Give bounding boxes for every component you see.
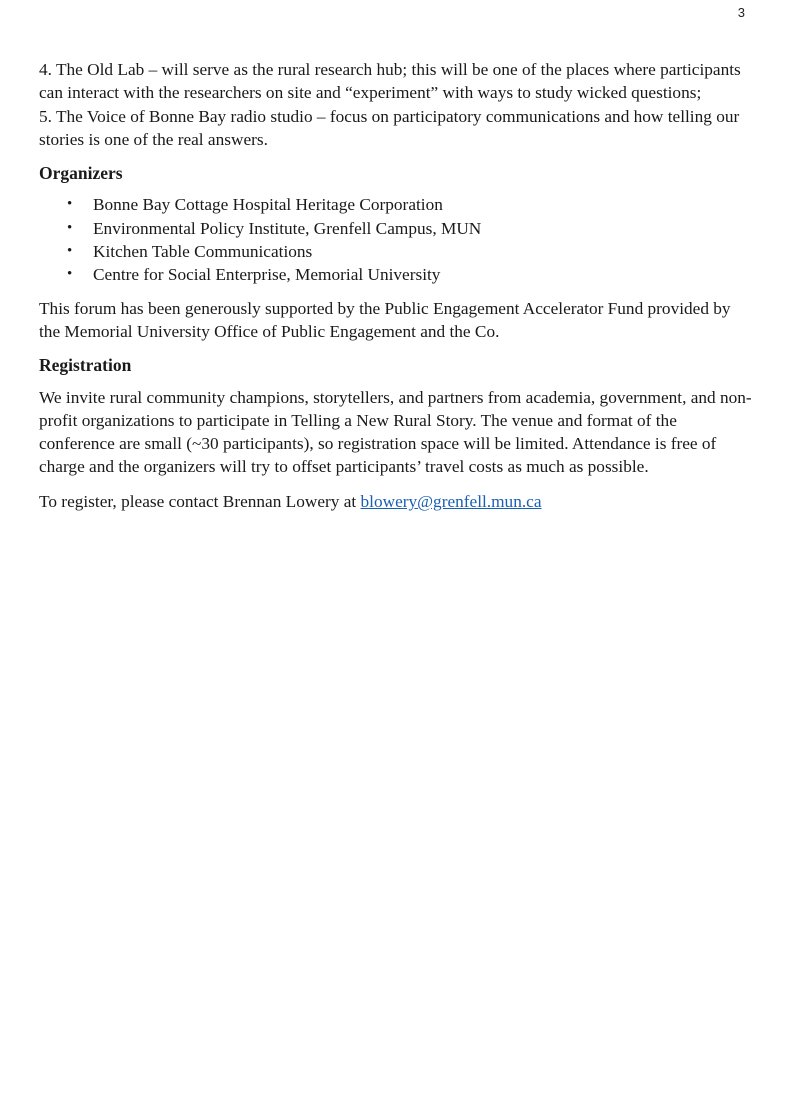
- page-number: 3: [737, 5, 745, 20]
- organizer-name: Kitchen Table Communications: [93, 242, 313, 262]
- bullet-icon: •: [67, 219, 73, 236]
- organizer-name: Bonne Bay Cottage Hospital Heritage Corporation: [93, 195, 443, 215]
- list-item: [39, 193, 754, 216]
- intro-item-4: 4. The Old Lab – will serve as the rural research hub; this will be one of the places where participants can interact with the researchers on site and “experiment” with ways to study wicked questions;: [39, 60, 741, 103]
- organizer-name: Environmental Policy Institute, Grenfell Campus, MUN: [93, 218, 482, 238]
- document-body: [39, 58, 754, 524]
- email-link[interactable]: blowery@grenfell.mun.ca: [360, 491, 542, 511]
- organizers-list: [39, 193, 754, 286]
- registration-paragraph: We invite rural community champions, storytellers, and partners from academia, government, and non-profit organizations to participate in Telling a New Rural Story. The venue and format of the conference are small (~30 participants), so registration space will be limited. Attendance is free of charge and the organizers will try to offset participants’ travel costs as much as possible.: [39, 387, 752, 477]
- contact-prefix: To register, please contact Brennan Lowery at: [39, 491, 361, 511]
- organizer-name: Centre for Social Enterprise, Memorial University: [93, 265, 441, 285]
- organizers-heading: Organizers: [39, 163, 123, 184]
- registration-heading: Registration: [39, 355, 132, 376]
- support-paragraph: This forum has been generously supported by the Public Engagement Accelerator Fund provided by the Memorial University Office of Public Engagement and the Co.: [39, 298, 731, 341]
- list-item: [39, 240, 754, 263]
- bullet-icon: •: [67, 196, 73, 213]
- contact-line: [39, 490, 754, 513]
- bullet-icon: •: [67, 243, 73, 260]
- intro-section: [39, 58, 754, 151]
- list-item: [39, 217, 754, 240]
- intro-item-5: 5. The Voice of Bonne Bay radio studio – focus on participatory communications and how telling our stories is one of the real answers.: [39, 106, 740, 149]
- bullet-icon: •: [67, 266, 73, 283]
- list-item: [39, 263, 754, 286]
